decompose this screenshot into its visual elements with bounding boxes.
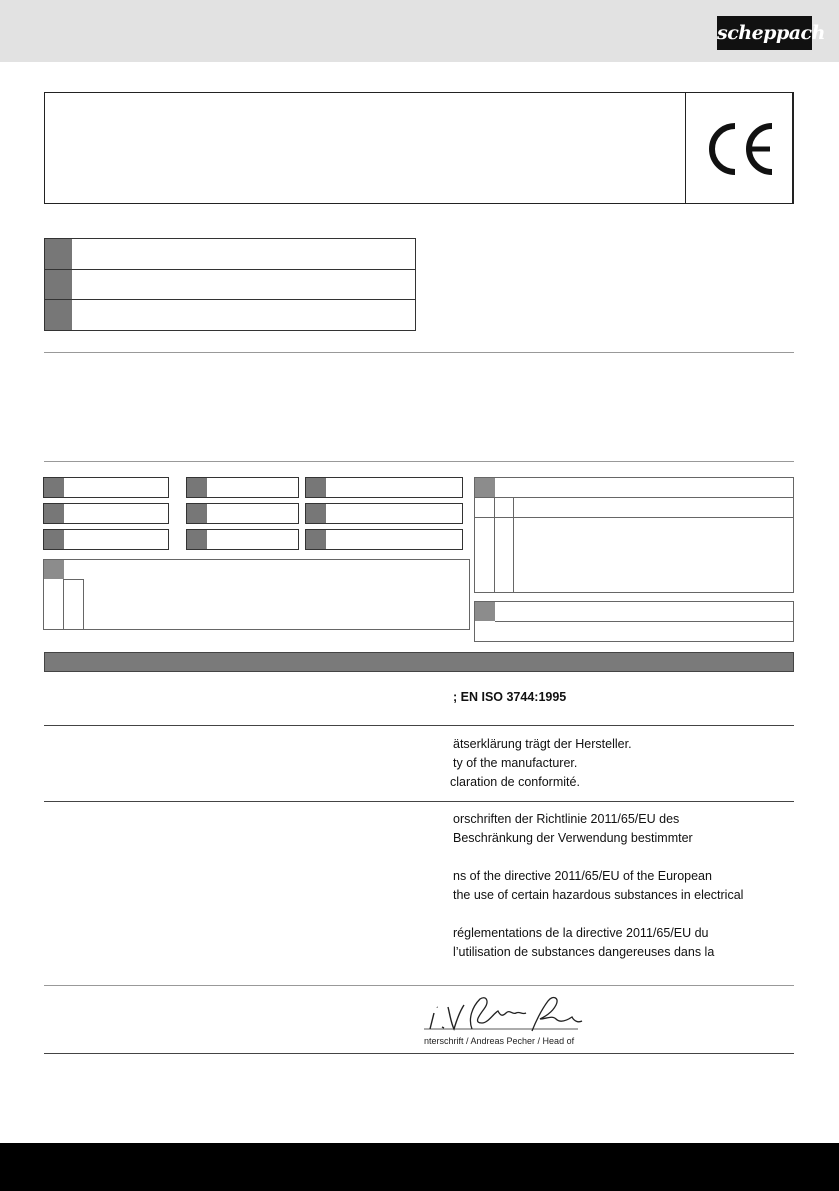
divider-3 <box>44 725 794 726</box>
directive-wide-box-marker <box>44 560 64 579</box>
header-band <box>0 0 839 62</box>
responsibility-line-en: ty of the manufacturer. <box>453 756 578 770</box>
footer-band <box>0 1143 839 1191</box>
right-box-2-inner <box>495 621 793 622</box>
right-box-1 <box>474 477 794 593</box>
rohs-line-fr-2: l’utilisation de substances dangereuses dans la <box>453 945 715 959</box>
divider-1 <box>44 352 794 353</box>
directive-box-8-marker <box>306 504 326 523</box>
rohs-line-de-1: orschriften der Richtlinie 2011/65/EU des <box>453 812 680 826</box>
standards-line: ; EN ISO 3744:1995 <box>453 690 567 704</box>
divider-2 <box>44 461 794 462</box>
scheppach-logo: scheppach <box>717 16 812 50</box>
divider-4 <box>44 801 794 802</box>
declaration-title-box <box>44 92 794 204</box>
info-row-1-marker <box>45 239 72 269</box>
directive-box-4-marker <box>187 478 207 497</box>
directive-box-9 <box>305 529 463 550</box>
right-box-1-marker <box>475 478 495 497</box>
right-box-2-marker <box>475 602 495 621</box>
ce-mark-icon <box>704 122 776 176</box>
directive-wide-box-inner <box>63 579 84 630</box>
standards-section-bar <box>44 652 794 672</box>
ce-divider <box>685 92 686 204</box>
directive-box-7 <box>305 477 463 498</box>
directive-box-5-marker <box>187 504 207 523</box>
directive-box-8 <box>305 503 463 524</box>
signature-image <box>424 993 584 1035</box>
directive-box-1-marker <box>44 478 64 497</box>
rohs-line-en-1: ns of the directive 2011/65/EU of the European <box>453 869 712 883</box>
directive-box-6-marker <box>187 530 207 549</box>
info-row-2-marker <box>45 270 72 299</box>
right-box-1-inner-col <box>494 497 514 593</box>
directive-box-7-marker <box>306 478 326 497</box>
info-row-2 <box>44 269 416 300</box>
right-box-1-inner-top <box>474 497 794 518</box>
responsibility-line-de: ätserklärung trägt der Hersteller. <box>453 737 632 751</box>
rohs-line-de-2: Beschränkung der Verwendung bestimmter <box>453 831 693 845</box>
info-row-3 <box>44 299 416 331</box>
signature-caption: nterschrift / Andreas Pecher / Head of <box>424 1036 575 1046</box>
directive-box-9-marker <box>306 530 326 549</box>
directive-box-2-marker <box>44 504 64 523</box>
info-row-3-marker <box>45 300 72 330</box>
rohs-line-en-2: the use of certain hazardous substances in electrical <box>453 888 744 902</box>
directive-wide-box <box>43 559 470 630</box>
directive-box-3-marker <box>44 530 64 549</box>
responsibility-line-fr: claration de conformité. <box>450 775 580 789</box>
divider-6 <box>44 1053 794 1054</box>
rohs-line-fr-1: réglementations de la directive 2011/65/EU du <box>453 926 709 940</box>
info-row-1 <box>44 238 416 270</box>
divider-5 <box>44 985 794 986</box>
